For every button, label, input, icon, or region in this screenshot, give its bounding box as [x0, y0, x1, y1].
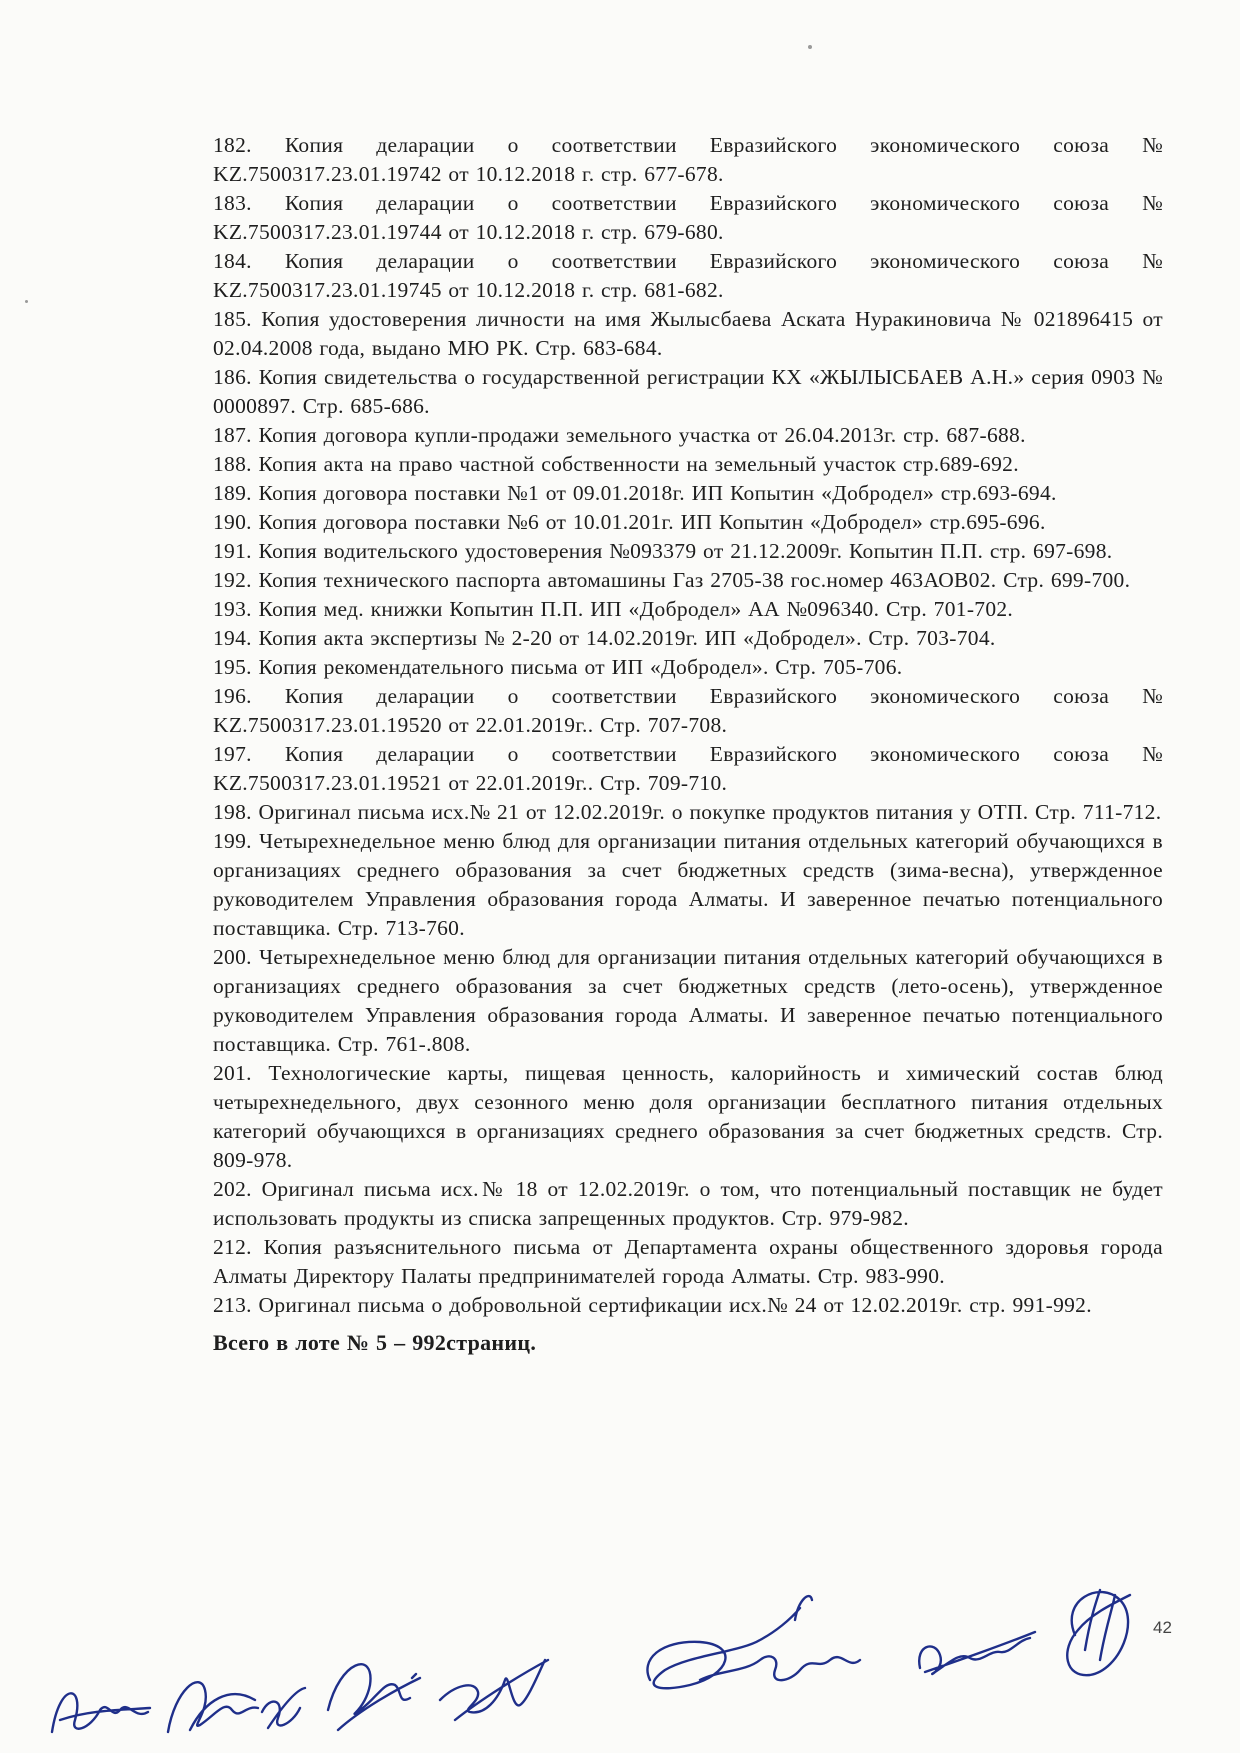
list-item: 199. Четырехнедельное меню блюд для организации питания отдельных категорий обучающихся в организациях среднего образования за счет бюджетных средств (зима-весна), утвержденное руководителем Управления образования города Алматы. И заверенное печатью потенциального поставщика. Стр. 713-760. — [213, 829, 1163, 940]
list-item: 189. Копия договора поставки №1 от 09.01.2018г. ИП Копытин «Добродел» стр.693-694. — [213, 481, 1057, 505]
signature-7 — [919, 1632, 1035, 1674]
list-item: 185. Копия удостоверения личности на имя Жылысбаева Аската Нуракиновича № 021896415 от 02.04.2008 года, выдано МЮ РК. Стр. 683-684. — [213, 307, 1163, 360]
list-item: 184. Копия деларации о соответствии Евразийского экономического союза № KZ.7500317.23.01.19745 от 10.12.2018 г. стр. 681-682. — [213, 249, 1163, 302]
list-item: 190. Копия договора поставки №6 от 10.01.201г. ИП Копытин «Добродел» стр.695-696. — [213, 510, 1046, 534]
list-item: 197. Копия деларации о соответствии Евразийского экономического союза № KZ.7500317.23.01.19521 от 22.01.2019г.. Стр. 709-710. — [213, 742, 1163, 795]
list-item: 196. Копия деларации о соответствии Евразийского экономического союза № KZ.7500317.23.01.19520 от 22.01.2019г.. Стр. 707-708. — [213, 684, 1163, 737]
list-item: 186. Копия свидетельства о государственной регистрации КХ «ЖЫЛЫСБАЕВ А.Н.» серия 0903 № 0000897. Стр. 685-686. — [213, 365, 1163, 418]
signatures-row — [0, 1560, 1240, 1753]
total-pages-line: Всего в лоте № 5 – 992страниц. — [213, 1330, 537, 1355]
page-number: 42 — [1153, 1618, 1172, 1637]
document-body — [213, 131, 1163, 1357]
list-item: 183. Копия деларации о соответствии Евразийского экономического союза № KZ.7500317.23.01.19744 от 10.12.2018 г. стр. 679-680. — [213, 191, 1163, 244]
signature-8 — [1067, 1590, 1130, 1675]
list-item: 192. Копия технического паспорта автомашины Газ 2705-38 гос.номер 463АОВ02. Стр. 699-700. — [213, 568, 1131, 592]
signature-5 — [440, 1660, 548, 1720]
list-item: 188. Копия акта на право частной собственности на земельный участок стр.689-692. — [213, 452, 1019, 476]
signature-4 — [328, 1664, 420, 1730]
signature-1 — [52, 1693, 150, 1732]
list-item: 200. Четырехнедельное меню блюд для организации питания отдельных категорий обучающихся в организациях среднего образования за счет бюджетных средств (лето-осень), утвержденное руководителем Управления образования города Алматы. И заверенное печатью потенциального поставщика. Стр. 761-.808. — [213, 945, 1163, 1056]
list-item: 182. Копия деларации о соответствии Евразийского экономического союза № KZ.7500317.23.01.19742 от 10.12.2018 г. стр. 677-678. — [213, 133, 1163, 186]
list-item: 195. Копия рекомендательного письма от ИП «Добродел». Стр. 705-706. — [213, 655, 903, 679]
list-item: 193. Копия мед. книжки Копытин П.П. ИП «Добродел» АА №096340. Стр. 701-702. — [213, 597, 1014, 621]
list-item: 187. Копия договора купли-продажи земельного участка от 26.04.2013г. стр. 687-688. — [213, 423, 1026, 447]
signature-6 — [647, 1596, 860, 1688]
list-item: 212. Копия разъяснительного письма от Департамента охраны общественного здоровья города Алматы Директору Палаты предпринимателей города Алматы. Стр. 983-990. — [213, 1235, 1163, 1288]
signature-3 — [262, 1688, 305, 1728]
list-item: 194. Копия акта экспертизы № 2-20 от 14.02.2019г. ИП «Добродел». Стр. 703-704. — [213, 626, 996, 650]
scan-speck — [808, 45, 812, 49]
list-item: 191. Копия водительского удостоверения №093379 от 21.12.2009г. Копытин П.П. стр. 697-698. — [213, 539, 1113, 563]
signature-2 — [168, 1682, 258, 1732]
scan-speck — [25, 300, 28, 303]
list-item: 198. Оригинал письма исх.№ 21 от 12.02.2019г. о покупке продуктов питания у ОТП. Стр. 711-712. — [213, 800, 1162, 824]
list-item: 202. Оригинал письма исх.№ 18 от 12.02.2019г. о том, что потенциальный поставщик не будет использовать продукты из списка запрещенных продуктов. Стр. 979-982. — [213, 1177, 1163, 1230]
list-item: 201. Технологические карты, пищевая ценность, калорийность и химический состав блюд четырехнедельного, двух сезонного меню доля организации бесплатного питания отдельных категорий обучающихся в организациях среднего образования за счет бюджетных средств. Стр. 809-978. — [213, 1061, 1163, 1172]
list-item: 213. Оригинал письма о добровольной сертификации исх.№ 24 от 12.02.2019г. стр. 991-992. — [213, 1293, 1092, 1317]
